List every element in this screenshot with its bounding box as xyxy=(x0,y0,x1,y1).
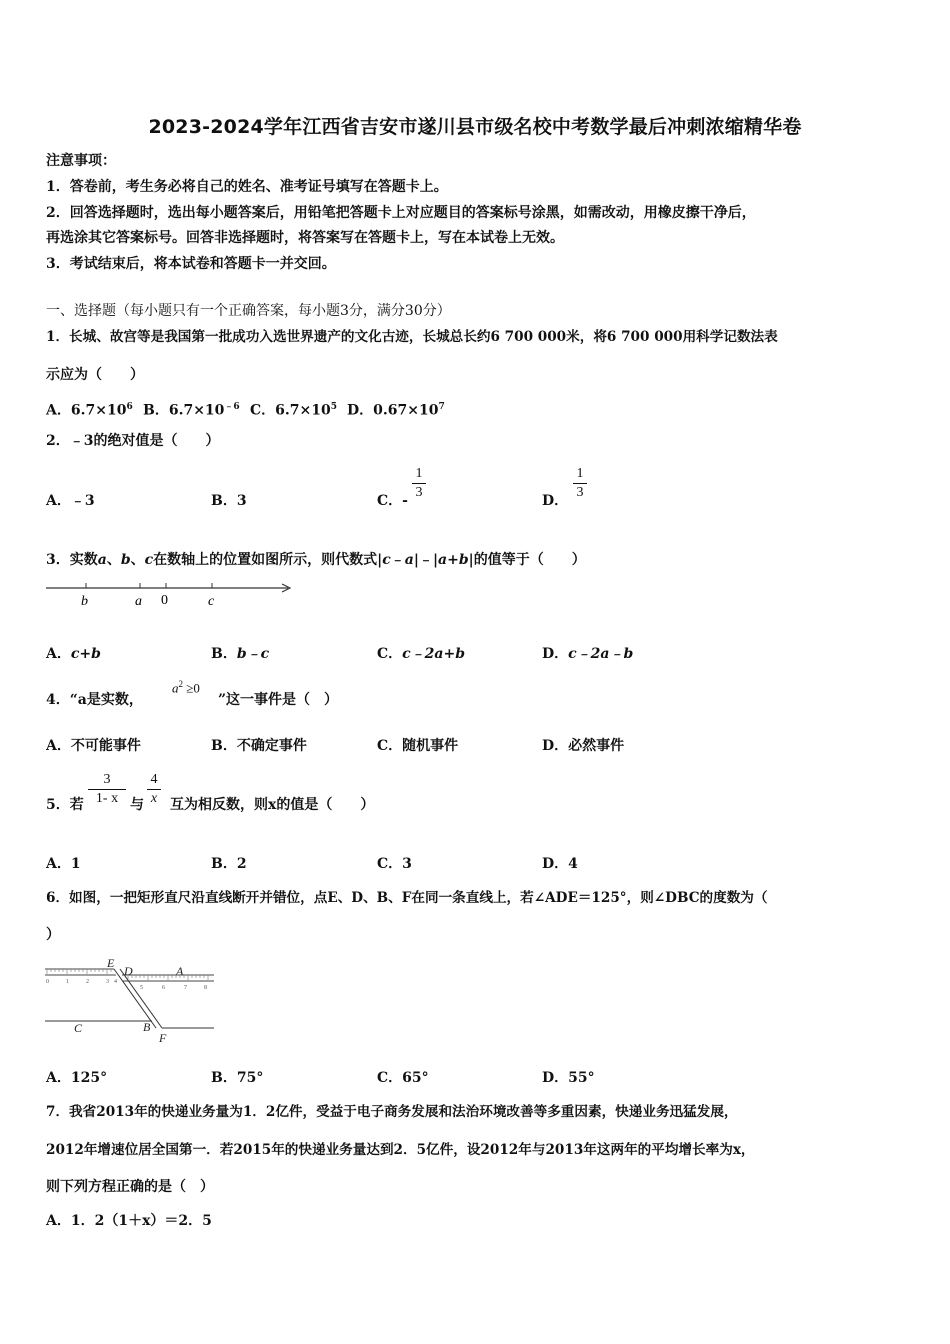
question-6-line-2: ） xyxy=(46,927,60,943)
ruler-tick-5: 5 xyxy=(140,985,143,991)
q3-option-b[interactable]: B．b﹣c xyxy=(211,646,270,662)
question-2-stem: 2．﹣3的绝对值是（ ） xyxy=(46,433,220,449)
question-1-line-2: 示应为（ ） xyxy=(46,367,144,383)
fig-label-e: E xyxy=(107,956,115,970)
axis-label-zero: 0 xyxy=(161,593,168,608)
exam-title: 2023-2024学年江西省吉安市遂川县市级名校中考数学最后冲刺浓缩精华卷 xyxy=(148,116,802,138)
ruler-tick-7: 7 xyxy=(184,985,187,991)
q4-option-a[interactable]: A．不可能事件 xyxy=(46,738,141,754)
q7-option-a[interactable]: A．1．2（1＋x）＝2．5 xyxy=(46,1213,212,1229)
q4-option-b[interactable]: B．不确定事件 xyxy=(211,738,307,754)
q5-fraction-1: 3 1- x xyxy=(88,772,126,807)
ruler-tick-4: 4 xyxy=(114,979,117,985)
number-line-figure xyxy=(44,578,296,612)
q3-option-c[interactable]: C．c﹣2a+b xyxy=(377,646,466,662)
q5-option-c[interactable]: C．3 xyxy=(377,856,412,872)
q6-option-d[interactable]: D．55° xyxy=(542,1070,595,1086)
q4-formula: $a^2 \ge 0$ xyxy=(172,679,200,696)
q5-option-a[interactable]: A．1 xyxy=(46,856,81,872)
q3-option-d[interactable]: D．c﹣2a﹣b xyxy=(542,646,634,662)
q5-fraction-2: 4 x xyxy=(147,772,161,807)
q6-option-b[interactable]: B．75° xyxy=(211,1070,264,1086)
notice-item-2: 2．回答选择题时，选出每小题答案后，用铅笔把答题卡上对应题目的答案标号涂黑，如需改动，用橡皮擦干净后， xyxy=(46,205,756,221)
question-7-line-1: 7．我省2013年的快递业务量为1．2亿件，受益于电子商务发展和法治环境改善等多重因素，快递业务迅猛发展， xyxy=(46,1104,738,1120)
q1-option-d[interactable]: D．$0.67\times 10^7$ xyxy=(347,402,445,419)
question-1-line-1: 1．长城、故宫等是我国第一批成功入选世界遗产的文化古迹，长城总长约6 700 000米，将6 700 000用科学记数法表 xyxy=(46,329,778,345)
q4-option-d[interactable]: D．必然事件 xyxy=(542,738,625,754)
axis-label-a: a xyxy=(135,594,142,609)
question-7-line-2: 2012年增速位居全国第一．若2015年的快递业务量达到2．5亿件，设2012年与2013年这两年的平均增长率为x， xyxy=(46,1142,755,1158)
q2-option-b[interactable]: B．3 xyxy=(211,493,247,509)
q5-option-d[interactable]: D．4 xyxy=(542,856,578,872)
q1-option-c[interactable]: C．$6.7\times 10^5$ xyxy=(250,402,337,419)
fig-label-d: D xyxy=(124,964,133,978)
q2-option-c-fraction: 1 3 xyxy=(412,466,426,501)
fig-label-f: F xyxy=(159,1031,167,1045)
q2-option-d[interactable]: D． xyxy=(542,493,569,509)
q2-option-c[interactable]: C．- xyxy=(377,493,408,509)
ruler-figure xyxy=(44,955,220,1047)
section-heading: 一、选择题（每小题只有一个正确答案，每小题3分，满分30分） xyxy=(46,303,451,319)
notice-item-2-cont: 再选涂其它答案标号。回答非选择题时，将答案写在答题卡上，写在本试卷上无效。 xyxy=(46,230,564,246)
notice-heading: 注意事项： xyxy=(46,153,116,169)
q2-option-d-fraction: 1 3 xyxy=(573,466,587,501)
q4-option-c[interactable]: C．随机事件 xyxy=(377,738,459,754)
question-5-prefix: 5．若 xyxy=(46,797,84,813)
q1-option-b[interactable]: B．$6.7\times 10^{﹣6}$ xyxy=(143,402,240,419)
notice-item-3: 3．考试结束后，将本试卷和答题卡一并交回。 xyxy=(46,256,336,272)
ruler-tick-1: 1 xyxy=(66,979,69,985)
fig-label-a: A xyxy=(176,964,184,978)
axis-label-b: b xyxy=(81,594,88,609)
ruler-tick-0: 0 xyxy=(46,979,49,985)
fig-label-c: C xyxy=(74,1021,83,1035)
q1-option-a[interactable]: A．$6.7\times 10^6$ xyxy=(46,402,133,419)
ruler-tick-3: 3 xyxy=(106,979,109,985)
ruler-tick-6: 6 xyxy=(162,985,165,991)
q2-option-a[interactable]: A．﹣3 xyxy=(46,493,95,509)
question-3-stem: 3．实数a、b、c在数轴上的位置如图所示，则代数式|c﹣a|﹣|a+b|的值等于（ ） xyxy=(46,552,586,568)
question-5-and: 与 xyxy=(130,797,144,813)
question-6-line-1: 6．如图，一把矩形直尺沿直线断开并错位，点E、D、B、F在同一条直线上，若∠ADE＝125°，则∠DBC的度数为（ xyxy=(46,890,768,906)
q3-option-a[interactable]: A．c+b xyxy=(46,646,101,662)
notice-item-1: 1．答卷前，考生务必将自己的姓名、准考证号填写在答题卡上。 xyxy=(46,179,448,195)
q6-option-a[interactable]: A．125° xyxy=(46,1070,108,1086)
ruler-tick-2: 2 xyxy=(86,979,89,985)
question-5-stem-end: 互为相反数，则x的值是（ ） xyxy=(170,797,375,813)
question-7-line-3: 则下列方程正确的是（ ） xyxy=(46,1179,214,1195)
q5-option-b[interactable]: B．2 xyxy=(211,856,247,872)
axis-label-c: c xyxy=(208,594,215,609)
fig-label-b: B xyxy=(143,1020,151,1034)
ruler-tick-8: 8 xyxy=(204,985,207,991)
question-4-stem-end: ”这一事件是（ ） xyxy=(218,692,339,708)
q6-option-c[interactable]: C．65° xyxy=(377,1070,429,1086)
question-4-stem-start: 4．“a是实数， xyxy=(46,692,143,708)
